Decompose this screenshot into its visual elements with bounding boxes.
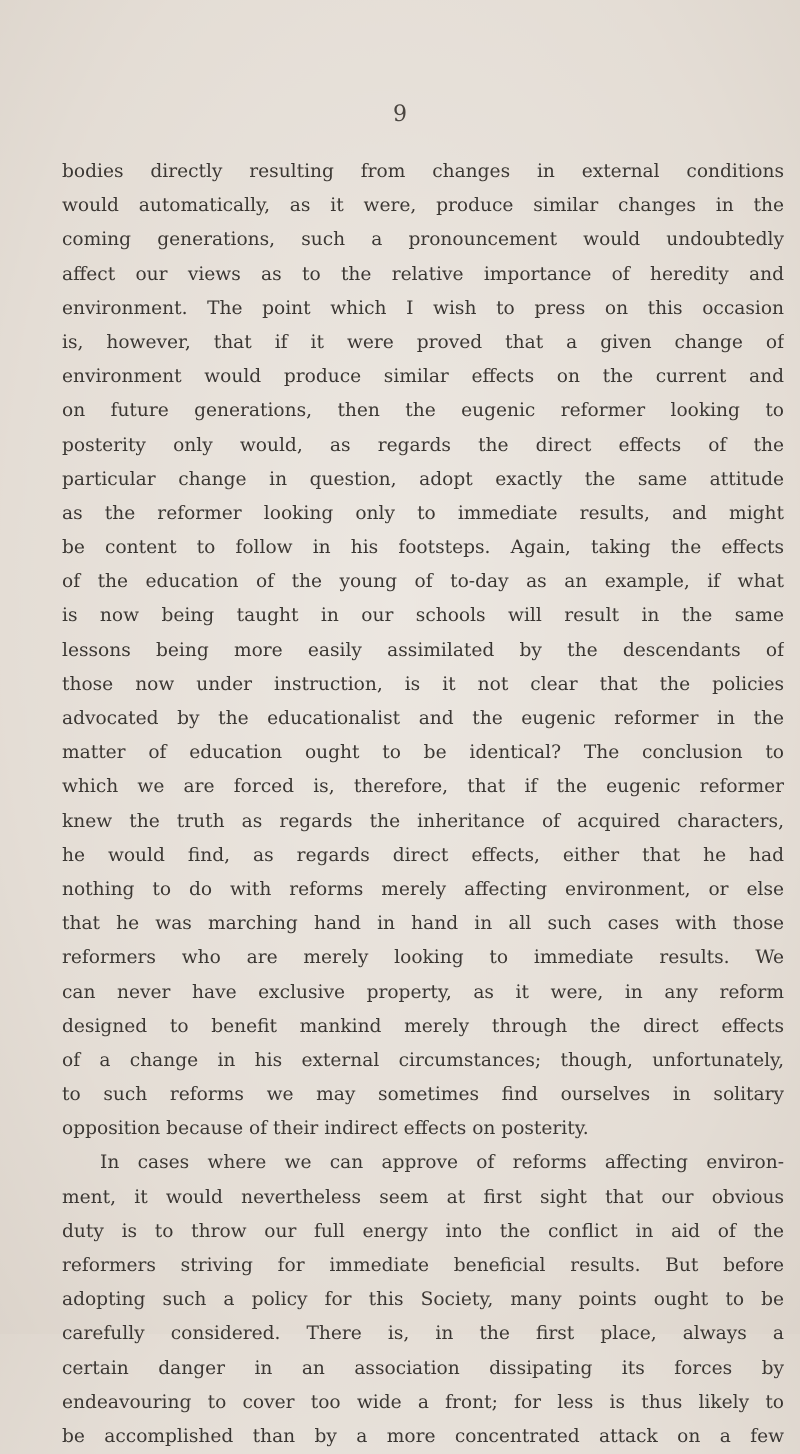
text-line: environment would produce similar effects on the current and — [62, 366, 784, 388]
text-line: environment. The point which I wish to press on this occasion — [62, 297, 784, 319]
text-line: coming generations, such a pronouncement would undoubtedly — [62, 229, 784, 251]
text-line: endeavouring to cover too wide a front; for less is thus likely to — [62, 1391, 784, 1413]
text-line: reformers who are merely looking to immediate results. We — [62, 947, 784, 969]
page-number: 9 — [393, 102, 407, 127]
text-line: is, however, that if it were proved that a given change of — [62, 331, 784, 353]
text-line: of a change in his external circumstances; though, unfortunately, — [62, 1049, 784, 1071]
text-line: which we are forced is, therefore, that if the eugenic reformer — [62, 776, 784, 798]
text-line: designed to benefit mankind merely through the direct effects — [62, 1015, 784, 1037]
text-line: adopting such a policy for this Society, many points ought to be — [62, 1289, 784, 1311]
text-line: advocated by the educationalist and the eugenic reformer in the — [62, 708, 784, 729]
text-line: lessons being more easily assimilated by the descendants of — [62, 639, 784, 661]
text-line: certain danger in an association dissipating its forces by — [62, 1357, 784, 1379]
text-line: matter of education ought to be identical? The conclusion to — [62, 742, 784, 764]
text-line: is now being taught in our schools will result in the same — [62, 605, 784, 627]
text-line: of the education of the young of to-day as an example, if what — [62, 571, 784, 593]
text-line: bodies directly resulting from changes in external conditions — [62, 161, 784, 182]
text-line: that he was marching hand in hand in all such cases with those — [62, 913, 784, 935]
text-line: nothing to do with reforms merely affecting environment, or else — [62, 878, 784, 900]
text-line: would automatically, as it were, produce similar changes in the — [62, 195, 784, 217]
text-line: can never have exclusive property, as it were, in any reform — [62, 981, 784, 1003]
body-text — [62, 155, 784, 1454]
text-line: be content to follow in his footsteps. Again, taking the effects — [62, 537, 784, 559]
text-line: reformers striving for immediate beneficial results. But before — [62, 1255, 784, 1276]
text-line: posterity only would, as regards the direct effects of the — [62, 434, 784, 456]
text-line: opposition because of their indirect effects on posterity. — [62, 1118, 589, 1140]
text-line: In cases where we can approve of reforms affecting environ- — [100, 1152, 784, 1174]
text-line: ment, it would nevertheless seem at first sight that our obvious — [62, 1186, 784, 1208]
text-line: affect our views as to the relative importance of heredity and — [62, 263, 784, 285]
text-line: knew the truth as regards the inheritance of acquired characters, — [62, 810, 784, 832]
text-line: as the reformer looking only to immediate results, and might — [62, 502, 784, 524]
text-line: particular change in question, adopt exactly the same attitude — [62, 468, 784, 490]
text-line: to such reforms we may sometimes find ourselves in solitary — [62, 1084, 784, 1106]
text-line: duty is to throw our full energy into the conflict in aid of the — [62, 1220, 784, 1242]
text-line: carefully considered. There is, in the first place, always a — [62, 1323, 784, 1345]
text-line: those now under instruction, is it not clear that the policies — [62, 673, 784, 695]
text-line: be accomplished than by a more concentrated attack on a few — [62, 1425, 784, 1447]
text-line: he would find, as regards direct effects, either that he had — [62, 844, 784, 866]
text-line: on future generations, then the eugenic reformer looking to — [62, 400, 784, 422]
